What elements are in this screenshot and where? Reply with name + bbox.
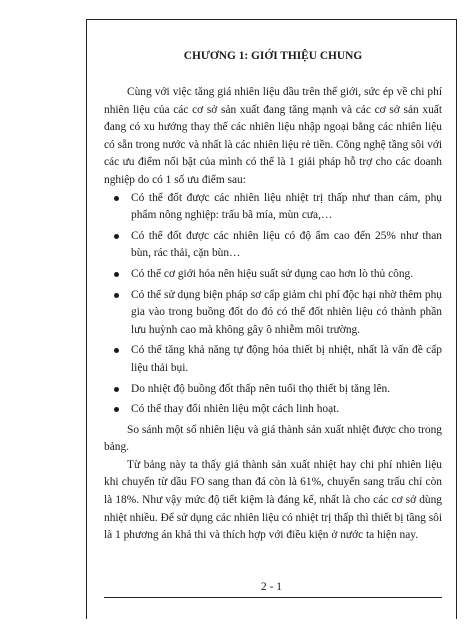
list-item xyxy=(104,401,442,419)
list-item-text: Có thể cơ giới hóa nên hiệu suất sử dụng cao hơn lò thủ công. xyxy=(131,267,414,280)
bullet-icon xyxy=(114,293,119,298)
bullet-icon xyxy=(114,348,119,353)
page-content xyxy=(104,49,442,545)
list-item xyxy=(104,381,442,399)
list-item-text: Có thể tăng khả năng tự động hóa thiết bị nhiệt, nhất là vấn đề cấp liệu thải bụi. xyxy=(131,344,442,374)
bullet-icon xyxy=(114,407,119,412)
list-item-text: Có thể sử dụng biện pháp sơ cấp giảm chi phí độc hại nhờ thêm phụ gia vào trong buồng đốt do đó có thể đốt nhiên liệu có thành phần lưu huỳnh cao mà không gây ô nhiễm môi trường. xyxy=(131,288,442,336)
bullet-icon xyxy=(114,272,119,277)
bullet-icon xyxy=(114,234,119,239)
intro-paragraph: Cùng với việc tăng giá nhiên liệu dầu trên thế giới, sức ép về chi phí nhiên liệu của các cơ sở sản xuất đang tăng mạnh và các cơ sở sản xuất đang có xu hướng thay thế các nhiên liệu nhập ngoại bằng các nhiên liệu có sẵn trong nước và nhất là các nhiên liệu rẻ tiền. Công nghệ tầng sôi với các ưu điểm nổi bật của mình có thể là 1 giải pháp hỗ trợ cho các doanh nghiệp do có 1 số ưu điểm sau: xyxy=(104,86,443,186)
list-item-text: Có thể thay đổi nhiên liệu một cách linh hoạt. xyxy=(131,403,340,416)
comparison-paragraph: So sánh một số nhiên liệu và giá thành sản xuất nhiệt được cho trong bảng. xyxy=(104,423,442,454)
advantages-list xyxy=(104,190,442,419)
list-item xyxy=(104,342,442,377)
conclusion-paragraph: Từ bảng này ta thấy giá thành sản xuất nhiệt hay chi phí nhiên liệu khi chuyển từ dầu FO sang than đá còn là 61%, chuyển sang trấu chỉ còn là 18%. Như vậy mức độ tiết kiệm là đáng kể, nhất là cho các cơ sở dùng nhiệt nhiều. Để sử dụng các nhiên liệu có nhiệt trị thấp thì thiết bị tầng sôi là 1 phương án khả thi và thích hợp với điều kiện ở nước ta hiện nay. xyxy=(104,458,443,542)
list-item xyxy=(104,287,442,340)
bullet-icon xyxy=(114,196,119,201)
list-item xyxy=(104,190,442,225)
bullet-icon xyxy=(114,387,119,392)
list-item-text: Do nhiệt độ buồng đốt thấp nên tuổi thọ thiết bị tăng lên. xyxy=(131,382,391,395)
list-item xyxy=(104,228,442,263)
list-item-text: Có thể đốt được các nhiên liệu có độ ẩm cao đến 25% như than bùn, rác thải, cặn bùn… xyxy=(131,229,442,260)
list-item-text: Có thể đốt được các nhiên liệu nhiệt trị thấp như than cám, phụ phẩm nông nghiệp: trấu bã mía, mùn cưa,… xyxy=(131,191,442,222)
page-number: 2 - 1 xyxy=(261,581,282,593)
footer-divider xyxy=(104,597,442,598)
list-item xyxy=(104,266,442,284)
chapter-title: CHƯƠNG 1: GIỚI THIỆU CHUNG xyxy=(183,50,363,62)
